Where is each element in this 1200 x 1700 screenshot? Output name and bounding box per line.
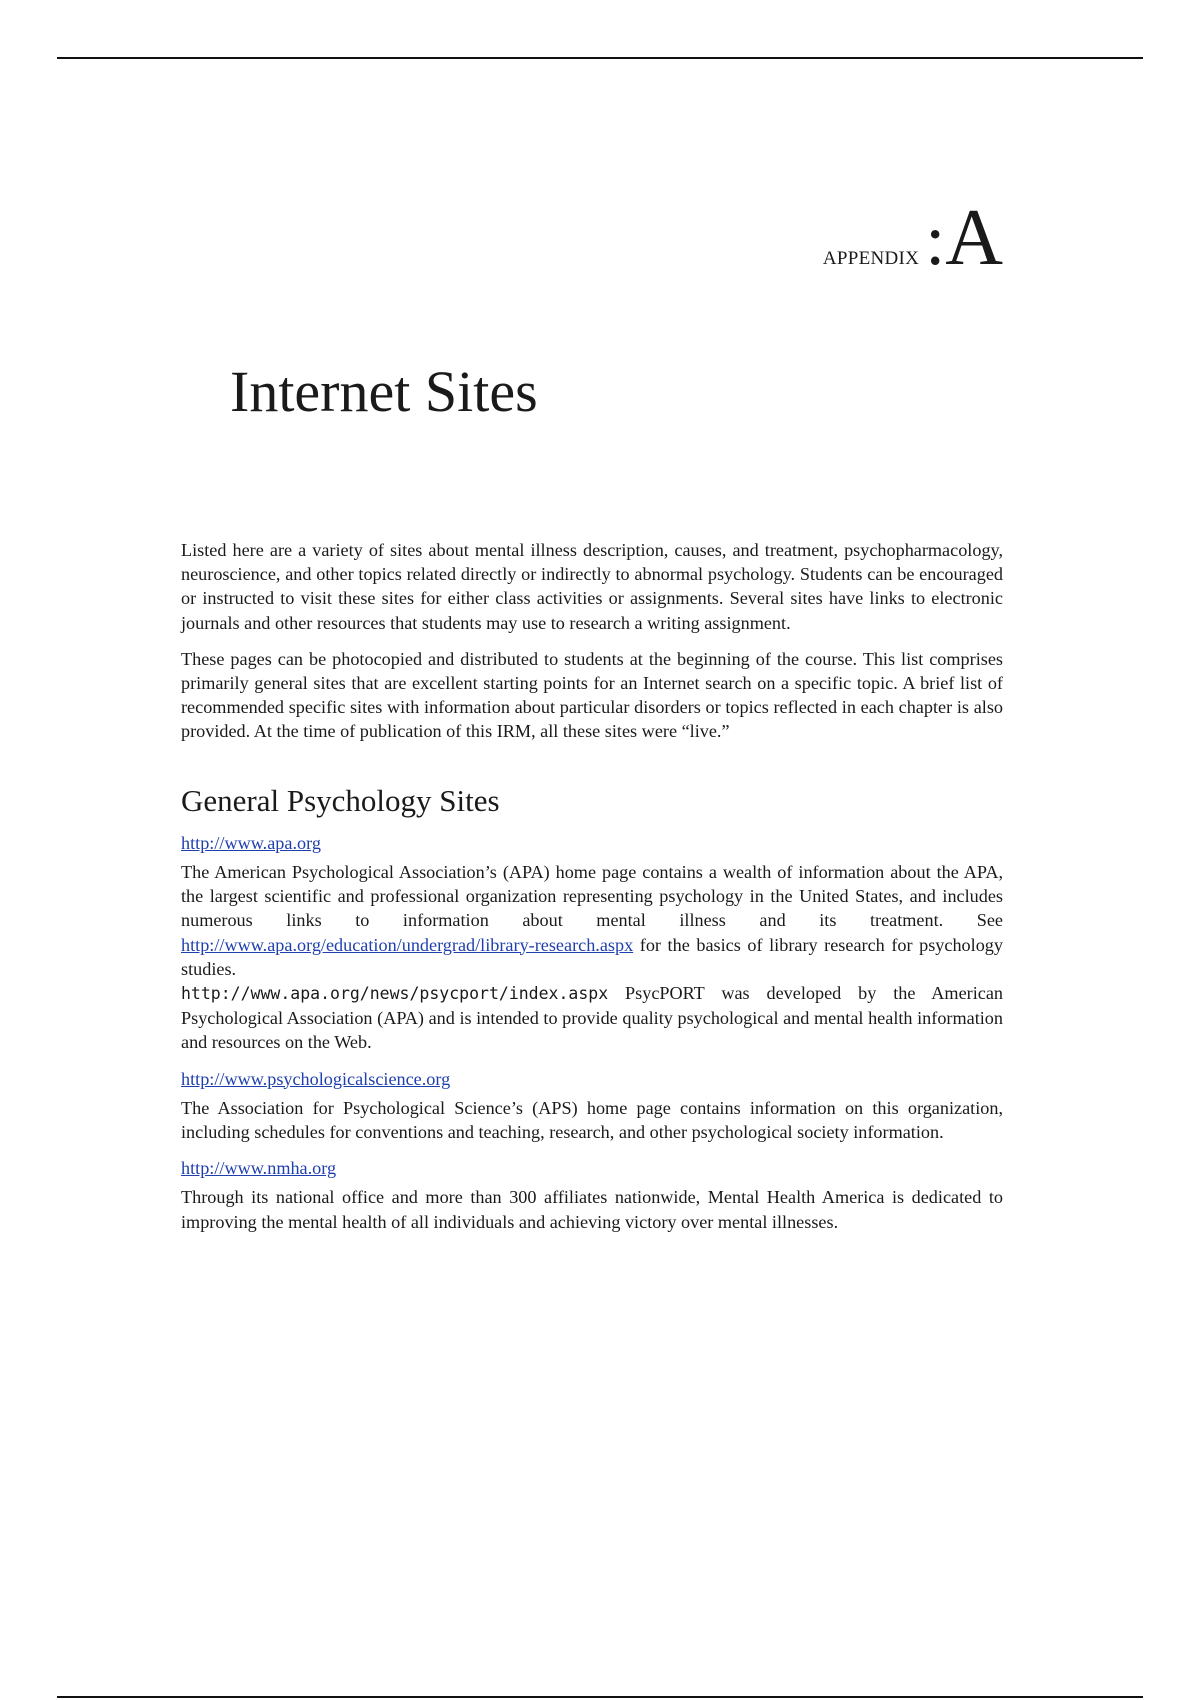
apa-text-before: The American Psychological Association’s (APA) home page contains a wealth of information about the APA, the largest scientific and professional organization representing psychology in the United States, and includes numerous links to information about mental illness and its treatment. See — [181, 862, 1003, 931]
intro-paragraph-2: These pages can be photocopied and distributed to students at the beginning of the course. This list comprises primarily general sites that are excellent starting points for an Internet search on a specific topic. A brief list of recommended specific sites with information about particular disorders or topics reflected in each chapter is also provided. At the time of publication of this IRM, all these sites were “live.” — [181, 648, 1003, 742]
site-entry-nmha — [181, 1156, 1003, 1234]
psycport-description — [181, 981, 1003, 1055]
appendix-label — [822, 194, 1003, 282]
appendix-colon: : — [925, 200, 946, 280]
apa-description — [181, 860, 1003, 981]
top-rule — [57, 57, 1143, 59]
section-heading: General Psychology Sites — [181, 782, 500, 818]
appendix-letter: A — [945, 194, 1003, 282]
apa-link[interactable]: http://www.apa.org — [181, 832, 321, 853]
aps-link[interactable]: http://www.psychologicalscience.org — [181, 1068, 451, 1089]
page-title: Internet Sites — [230, 359, 538, 424]
document-body — [181, 538, 1003, 1246]
psycport-url: http://www.apa.org/news/psycport/index.aspx — [181, 984, 609, 1004]
apa-text-after: for the basics of library research for psychology studies. — [181, 934, 1003, 979]
site-entry-aps — [181, 1067, 1003, 1145]
library-research-link[interactable]: http://www.apa.org/education/undergrad/library-research.aspx — [181, 934, 634, 955]
nmha-description: Through its national office and more than 300 affiliates nationwide, Mental Health America is dedicated to improving the mental health of all individuals and achieving victory over mental illnesses. — [181, 1187, 1003, 1232]
bottom-rule — [57, 1696, 1143, 1698]
psycport-text: PsycPORT was developed by the American Psychological Association (APA) and is intended to provide quality psychological and mental health information and resources on the Web. — [181, 983, 1003, 1053]
aps-description: The Association for Psychological Science’s (APS) home page contains information on this organization, including schedules for conventions and teaching, research, and other psychological society information. — [181, 1097, 1003, 1143]
appendix-word: APPENDIX — [822, 248, 920, 269]
site-entry-apa — [181, 831, 1003, 1055]
intro-paragraph-1: Listed here are a variety of sites about mental illness description, causes, and treatment, psychopharmacology, neuroscience, and other topics related directly or indirectly to abnormal psychology. Students can be encouraged or instructed to visit these sites for either class activities or assignments. Several sites have links to electronic journals and other resources that students may use to research a writing assignment. — [181, 540, 1003, 633]
nmha-link[interactable]: http://www.nmha.org — [181, 1158, 337, 1179]
